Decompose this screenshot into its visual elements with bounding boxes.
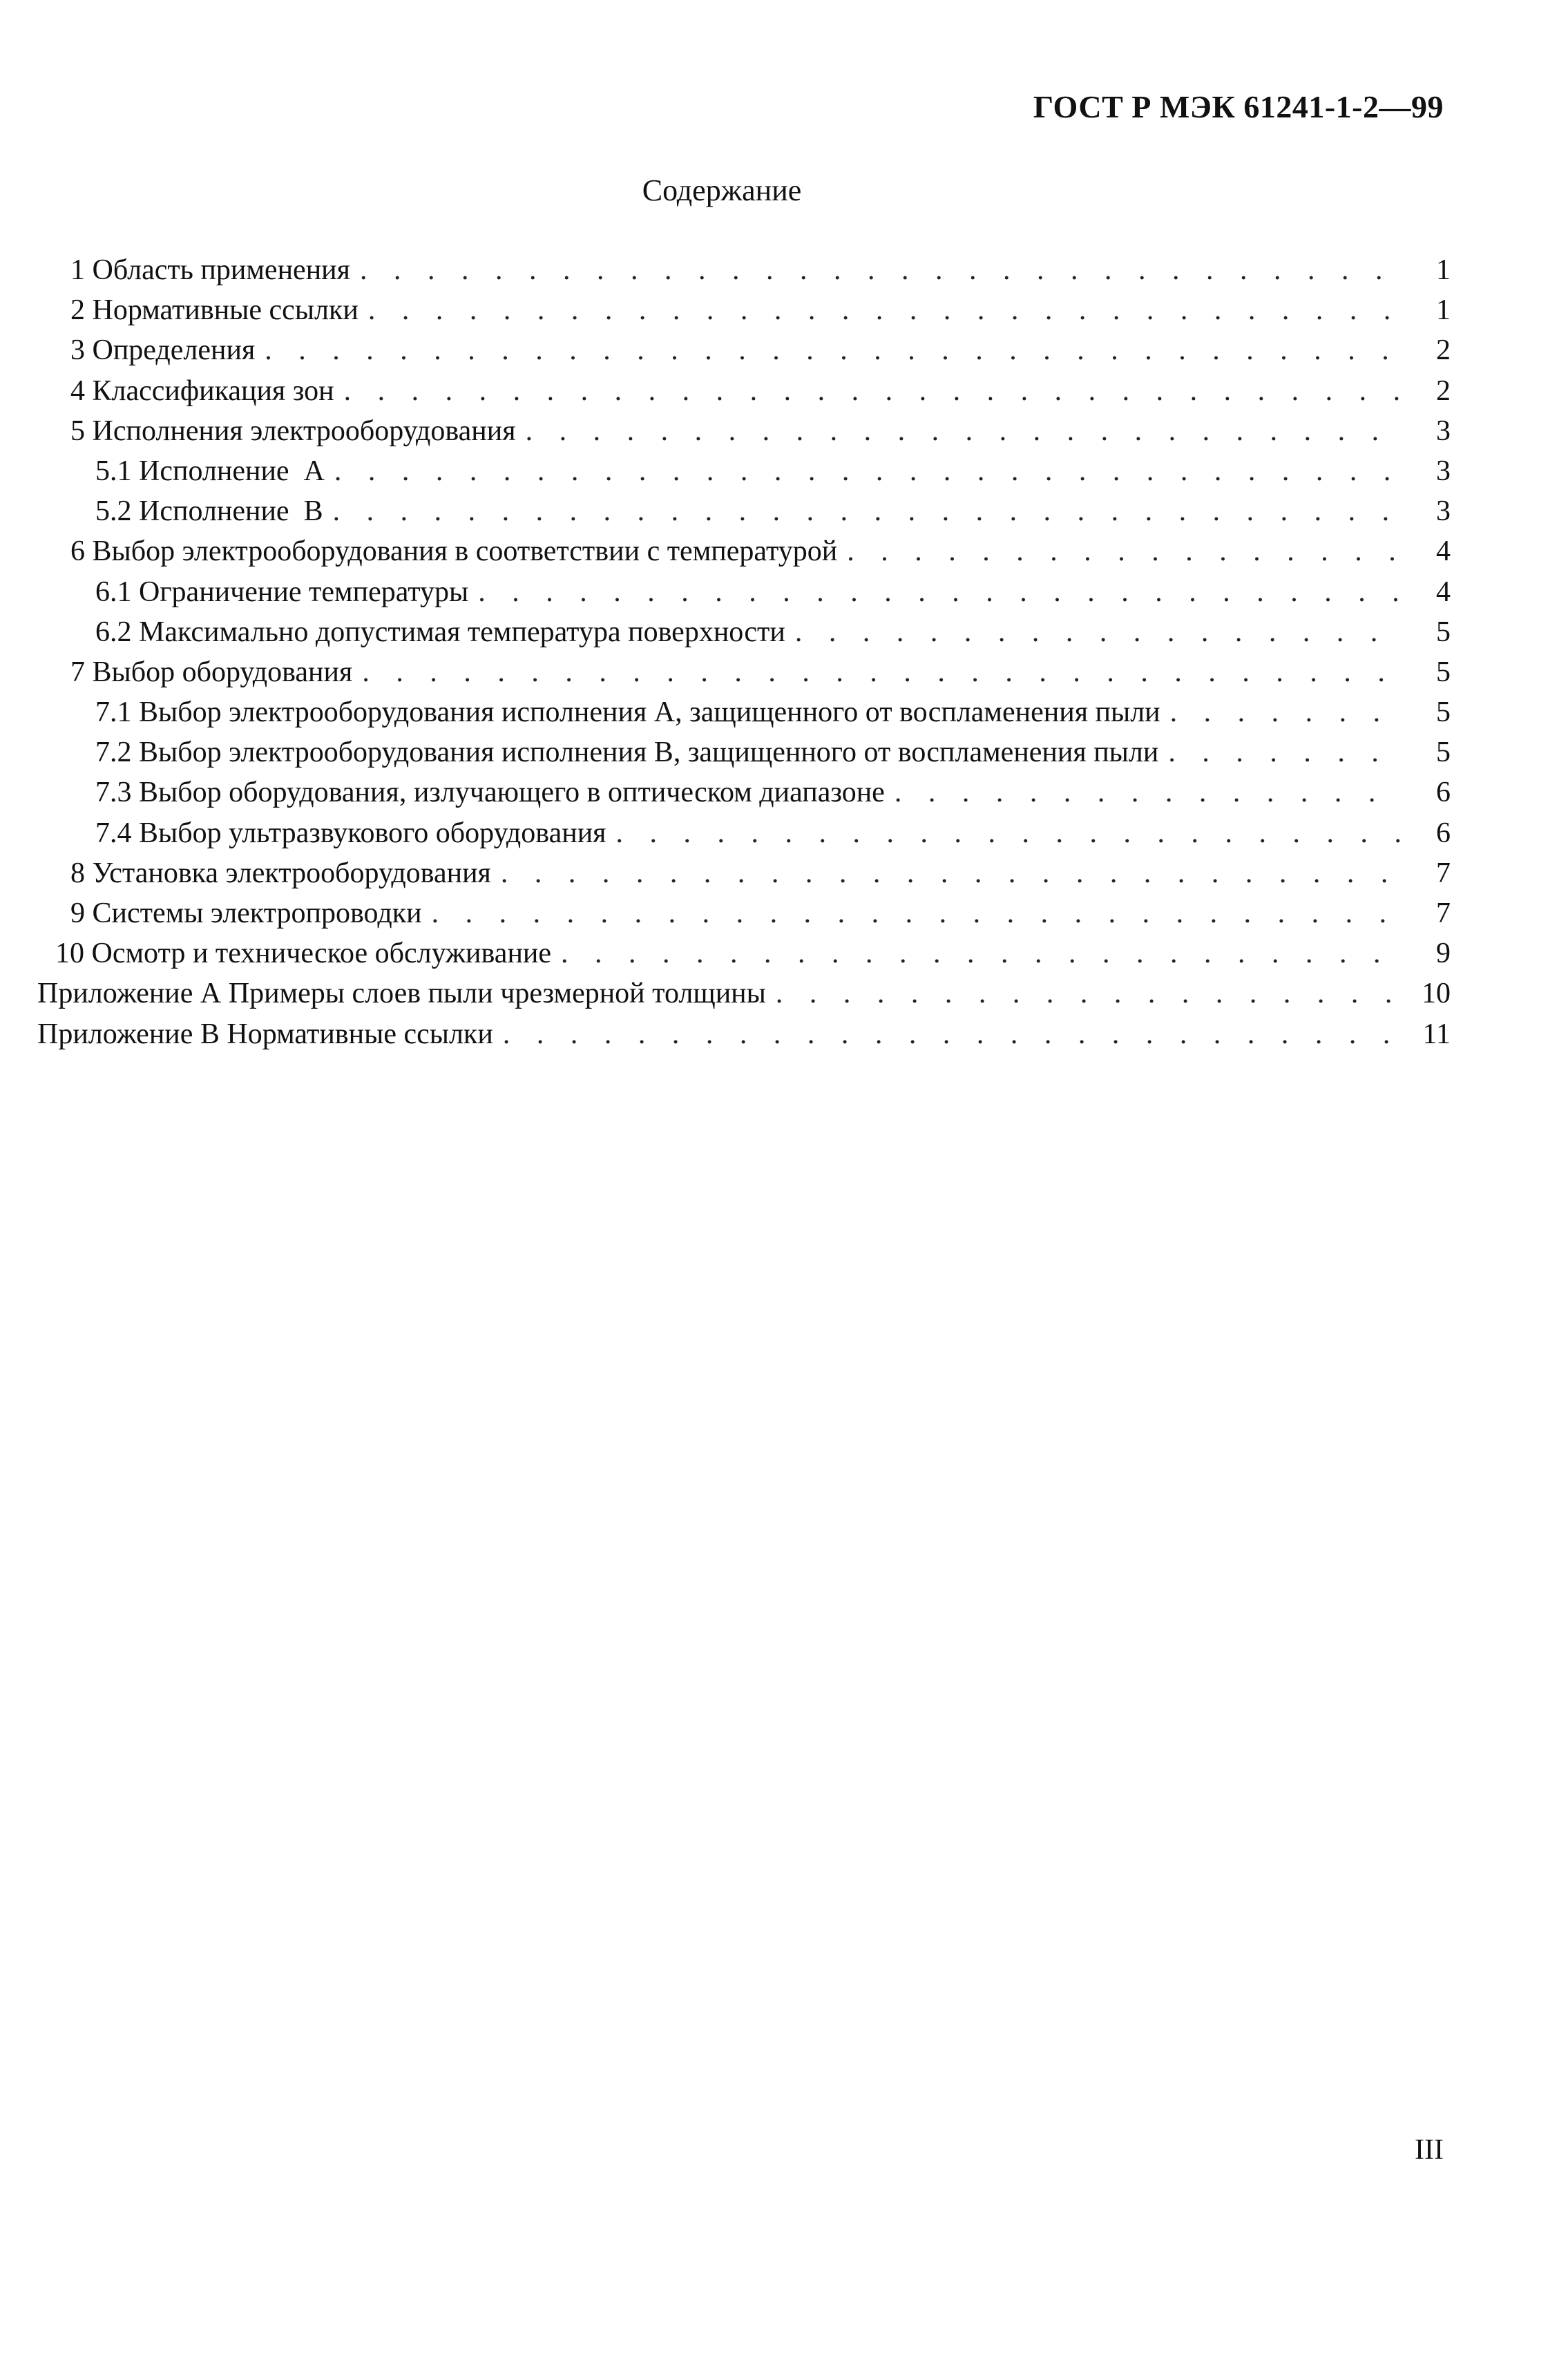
toc-entry-page: 5	[1436, 696, 1451, 729]
toc-entry-page: 5	[1436, 656, 1451, 688]
toc-entry-page: 7	[1436, 897, 1451, 929]
toc-entry[interactable]	[55, 692, 1451, 732]
toc-entry-text: 3 Определения	[70, 334, 256, 367]
toc-entry-text: 9 Системы электропроводки	[70, 897, 422, 929]
toc-entry[interactable]	[55, 813, 1451, 853]
toc-entry-text: 5 Исполнения электрооборудования	[70, 415, 516, 447]
toc-entry-text: 7 Выбор оборудования	[70, 656, 353, 688]
toc-dot-leader	[360, 250, 1404, 290]
toc-entry-page: 6	[1436, 777, 1451, 809]
toc-dot-leader	[561, 933, 1404, 973]
toc-dot-leader	[368, 290, 1404, 330]
toc-entry[interactable]	[55, 933, 1451, 973]
toc-entry-text: 7.1 Выбор электрооборудования исполнения А, защищенного от воспламенения пыли	[95, 696, 1160, 729]
toc-entry-text: 7.4 Выбор ультразвукового оборудования	[95, 817, 606, 849]
toc-entry[interactable]	[55, 612, 1451, 652]
toc-entry-page: 10	[1422, 978, 1451, 1010]
toc-title: Содержание	[642, 173, 802, 207]
toc-entry-page: 7	[1436, 857, 1451, 889]
toc-dot-leader	[895, 772, 1404, 812]
toc-entry-page: 1	[1436, 254, 1451, 286]
toc-entry-text: 6 Выбор электрооборудования в соответствии с температурой	[70, 535, 838, 568]
toc-entry[interactable]	[55, 652, 1451, 692]
toc-entry-text: 6.1 Ограничение температуры	[95, 576, 469, 608]
toc-entry[interactable]	[55, 772, 1451, 812]
toc-entry-page: 1	[1436, 294, 1451, 327]
toc-entry-page: 6	[1436, 817, 1451, 849]
toc-entry-page: 3	[1436, 495, 1451, 528]
toc-dot-leader	[526, 411, 1404, 451]
toc-entry[interactable]	[55, 250, 1451, 290]
toc-entry-text: 7.2 Выбор электрооборудования исполнения В, защищенного от воспламенения пыли	[95, 736, 1159, 769]
toc-entry[interactable]	[55, 572, 1451, 612]
toc-entry-text: 6.2 Максимально допустимая температура поверхности	[95, 616, 785, 648]
toc-entry-page: 2	[1436, 374, 1451, 407]
toc-entry-text: 2 Нормативные ссылки	[70, 294, 358, 327]
toc-dot-leader	[795, 612, 1404, 652]
toc-dot-leader	[1168, 732, 1404, 772]
toc-dot-leader	[344, 371, 1404, 411]
toc-entry[interactable]	[55, 732, 1451, 772]
toc-entry[interactable]	[55, 290, 1451, 330]
toc-entry-text: Приложение В Нормативные ссылки	[37, 1018, 493, 1050]
toc-entry-text: 4 Классификация зон	[70, 374, 334, 407]
toc-entry-page: 3	[1436, 455, 1451, 487]
toc-entry-page: 4	[1436, 576, 1451, 608]
toc-entry-page: 5	[1436, 736, 1451, 769]
toc-entry[interactable]	[55, 371, 1451, 411]
document-code-header: ГОСТ Р МЭК 61241-1-2—99	[1033, 89, 1444, 124]
toc-entry-text: 7.3 Выбор оборудования, излучающего в оптическом диапазоне	[95, 777, 885, 809]
toc-dot-leader	[1170, 692, 1404, 732]
toc-entry[interactable]	[37, 1014, 1451, 1054]
toc-entry-text: 10 Осмотр и техническое обслуживание	[55, 938, 552, 970]
toc-entry-text: 5.2 Исполнение В	[95, 495, 323, 528]
toc-entry-page: 2	[1436, 334, 1451, 367]
toc-dot-leader	[334, 451, 1404, 491]
toc-dot-leader	[478, 572, 1404, 612]
toc-dot-leader	[776, 973, 1404, 1014]
toc-dot-leader	[265, 330, 1404, 370]
toc-dot-leader	[432, 893, 1404, 933]
toc-entry[interactable]	[55, 893, 1451, 933]
toc-entry[interactable]	[55, 330, 1451, 370]
toc-entry-page: 9	[1436, 938, 1451, 970]
toc-entry[interactable]	[55, 451, 1451, 491]
table-of-contents	[37, 250, 1451, 1054]
toc-entry[interactable]	[37, 973, 1451, 1014]
toc-dot-leader	[333, 491, 1404, 531]
toc-entry-page: 11	[1422, 1018, 1451, 1050]
toc-dot-leader	[616, 813, 1404, 853]
toc-entry-page: 3	[1436, 415, 1451, 447]
toc-entry-page: 5	[1436, 616, 1451, 648]
toc-dot-leader	[362, 652, 1404, 692]
toc-entry-page: 4	[1436, 535, 1451, 568]
toc-entry[interactable]	[55, 531, 1451, 571]
toc-entry-text: Приложение А Примеры слоев пыли чрезмерной толщины	[37, 978, 766, 1010]
toc-entry[interactable]	[55, 853, 1451, 893]
page-number: III	[1415, 2134, 1444, 2166]
toc-entry[interactable]	[55, 411, 1451, 451]
toc-dot-leader	[847, 531, 1404, 571]
toc-entry-text: 1 Область применения	[70, 254, 350, 286]
toc-entry-text: 8 Установка электрооборудования	[70, 857, 491, 889]
toc-dot-leader	[503, 1014, 1404, 1054]
toc-dot-leader	[501, 853, 1404, 893]
toc-entry-text: 5.1 Исполнение А	[95, 455, 325, 487]
toc-entry[interactable]	[55, 491, 1451, 531]
